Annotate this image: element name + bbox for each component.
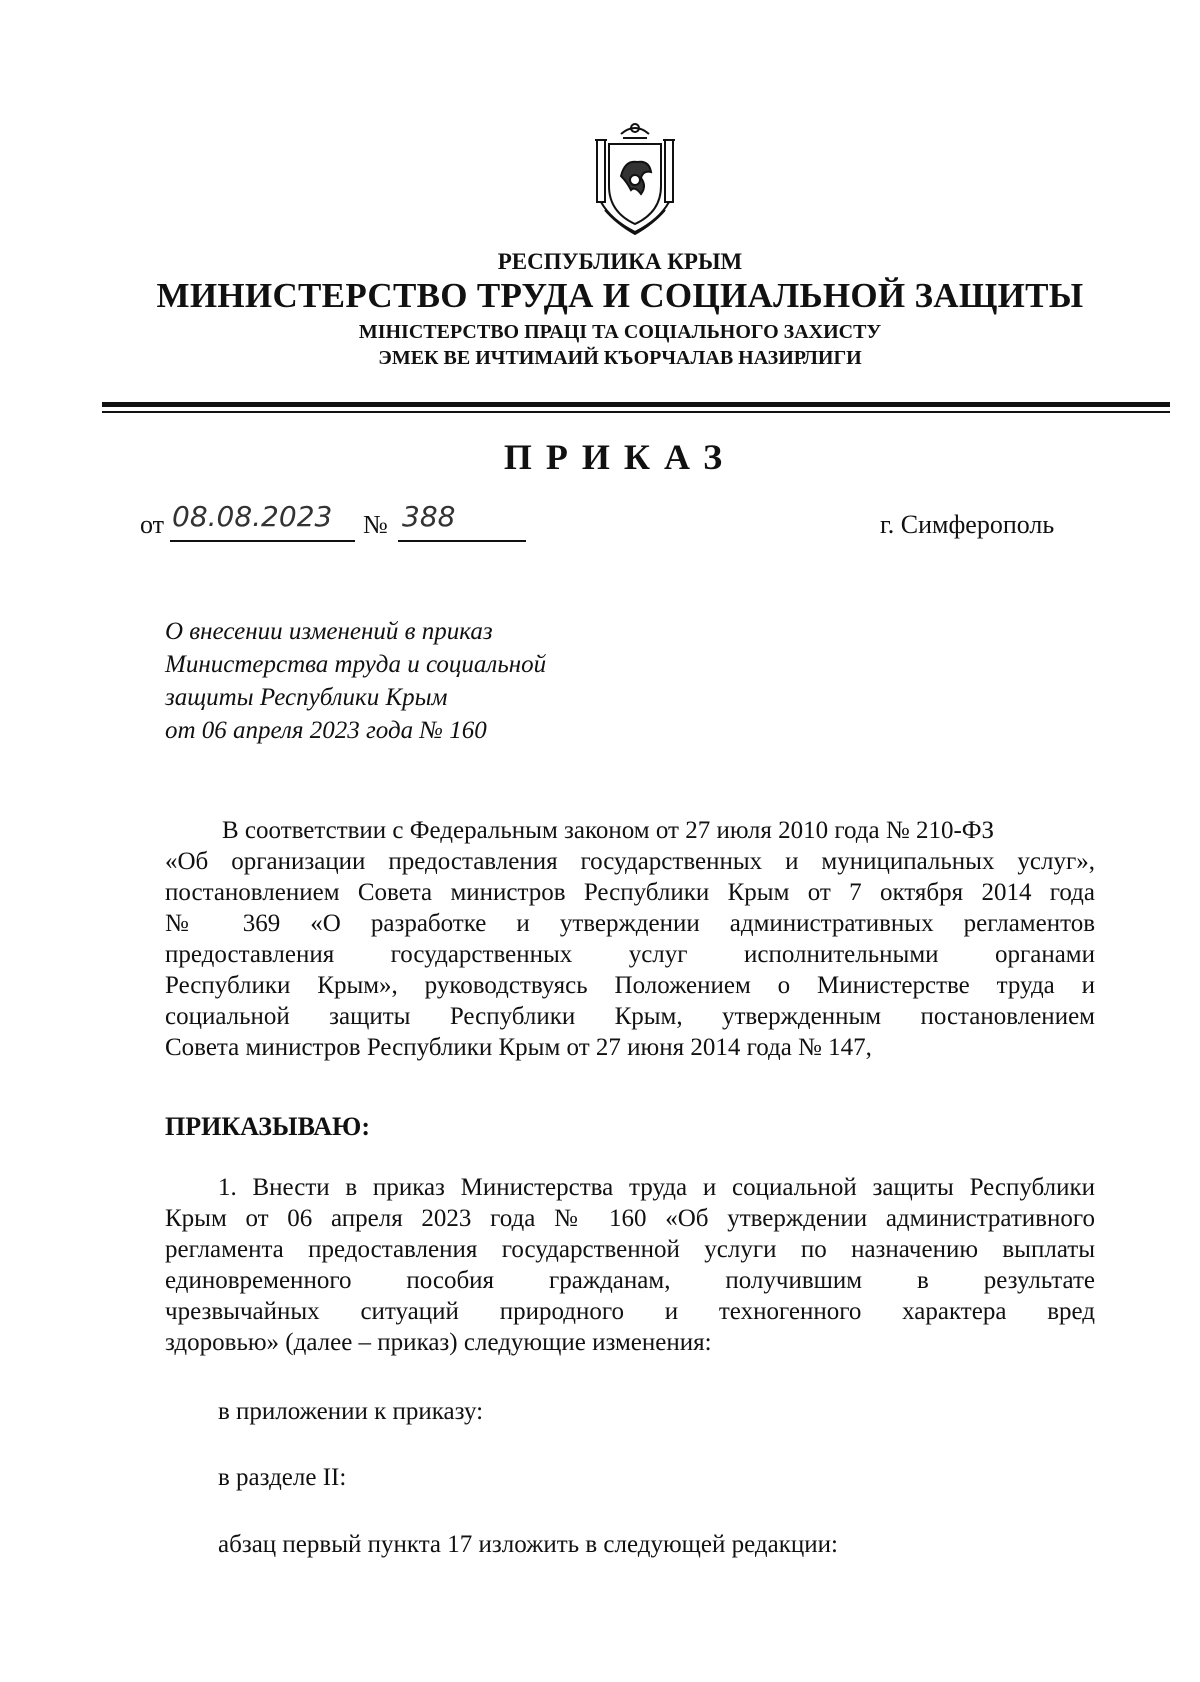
paragraph-line: Совета министров Республики Крым от 27 июня 2014 года № 147, bbox=[165, 1034, 872, 1061]
header-divider-thick bbox=[102, 402, 1170, 407]
paragraph-line: постановлением Совета министров Республики Крым от 7 октября 2014 года bbox=[165, 879, 1095, 906]
amendment-line: в разделе II: bbox=[218, 1464, 347, 1491]
paragraph-line: чрезвычайных ситуаций природного и техногенного характера вред bbox=[165, 1298, 1095, 1325]
order-heading: ПРИКАЗЫВАЮ: bbox=[165, 1112, 370, 1141]
number-prefix: № bbox=[363, 510, 388, 539]
subject-line: от 06 апреля 2023 года № 160 bbox=[165, 717, 487, 744]
paragraph-line: социальной защиты Республики Крым, утвержденным постановлением bbox=[165, 1003, 1095, 1030]
item-1-paragraph bbox=[165, 1172, 1095, 1358]
paragraph-line: регламента предоставления государственной услуги по назначению выплаты bbox=[165, 1236, 1095, 1263]
document-city: г. Симферополь bbox=[880, 510, 1055, 539]
document-number: 388 bbox=[402, 500, 456, 533]
ministry-name-crimean-tatar: ЭМЕК ВЕ ИЧТИМАИЙ КЪОРЧАЛАВ НАЗИРЛИГИ bbox=[378, 347, 862, 369]
number-underline bbox=[398, 540, 526, 542]
document-date: 08.08.2023 bbox=[172, 500, 333, 533]
coat-of-arms-icon bbox=[591, 120, 679, 238]
ministry-name: МИНИСТЕРСТВО ТРУДА И СОЦИАЛЬНОЙ ЗАЩИТЫ bbox=[156, 276, 1084, 315]
paragraph-line: В соответствии с Федеральным законом от 27 июля 2010 года № 210-ФЗ bbox=[222, 817, 995, 844]
subject-line: защиты Республики Крым bbox=[165, 684, 448, 711]
paragraph-line: «Об организации предоставления государственных и муниципальных услуг», bbox=[165, 848, 1095, 875]
preamble-paragraph bbox=[165, 815, 1095, 1063]
paragraph-line: Крым от 06 апреля 2023 года № 160 «Об утверждении административного bbox=[165, 1205, 1095, 1232]
paragraph-line: здоровью» (далее – приказ) следующие изменения: bbox=[165, 1329, 712, 1356]
region-name: РЕСПУБЛИКА КРЫМ bbox=[497, 249, 743, 274]
document-subject bbox=[165, 615, 546, 747]
ministry-name-ukrainian: МІНІСТЕРСТВО ПРАЦІ ТА СОЦІАЛЬНОГО ЗАХИСТУ bbox=[358, 321, 882, 343]
subject-line: О внесении изменений в приказ bbox=[165, 618, 493, 645]
date-prefix: от bbox=[140, 510, 165, 539]
date-underline bbox=[170, 540, 355, 542]
subject-line: Министерства труда и социальной bbox=[165, 651, 547, 678]
document-title: ПРИКАЗ bbox=[503, 437, 737, 477]
paragraph-line: единовременного пособия гражданам, получившим в результате bbox=[165, 1267, 1095, 1294]
paragraph-line: Республики Крым», руководствуясь Положением о Министерстве труда и bbox=[165, 972, 1095, 999]
amendment-line: в приложении к приказу: bbox=[218, 1398, 484, 1425]
header-divider-thin bbox=[102, 411, 1170, 413]
amendment-line: абзац первый пункта 17 изложить в следующей редакции: bbox=[218, 1531, 838, 1558]
paragraph-line: 1. Внести в приказ Министерства труда и социальной защиты Республики bbox=[218, 1174, 1095, 1201]
paragraph-line: предоставления государственных услуг исполнительными органами bbox=[165, 941, 1095, 968]
paragraph-line: № 369 «О разработке и утверждении административных регламентов bbox=[165, 910, 1095, 937]
